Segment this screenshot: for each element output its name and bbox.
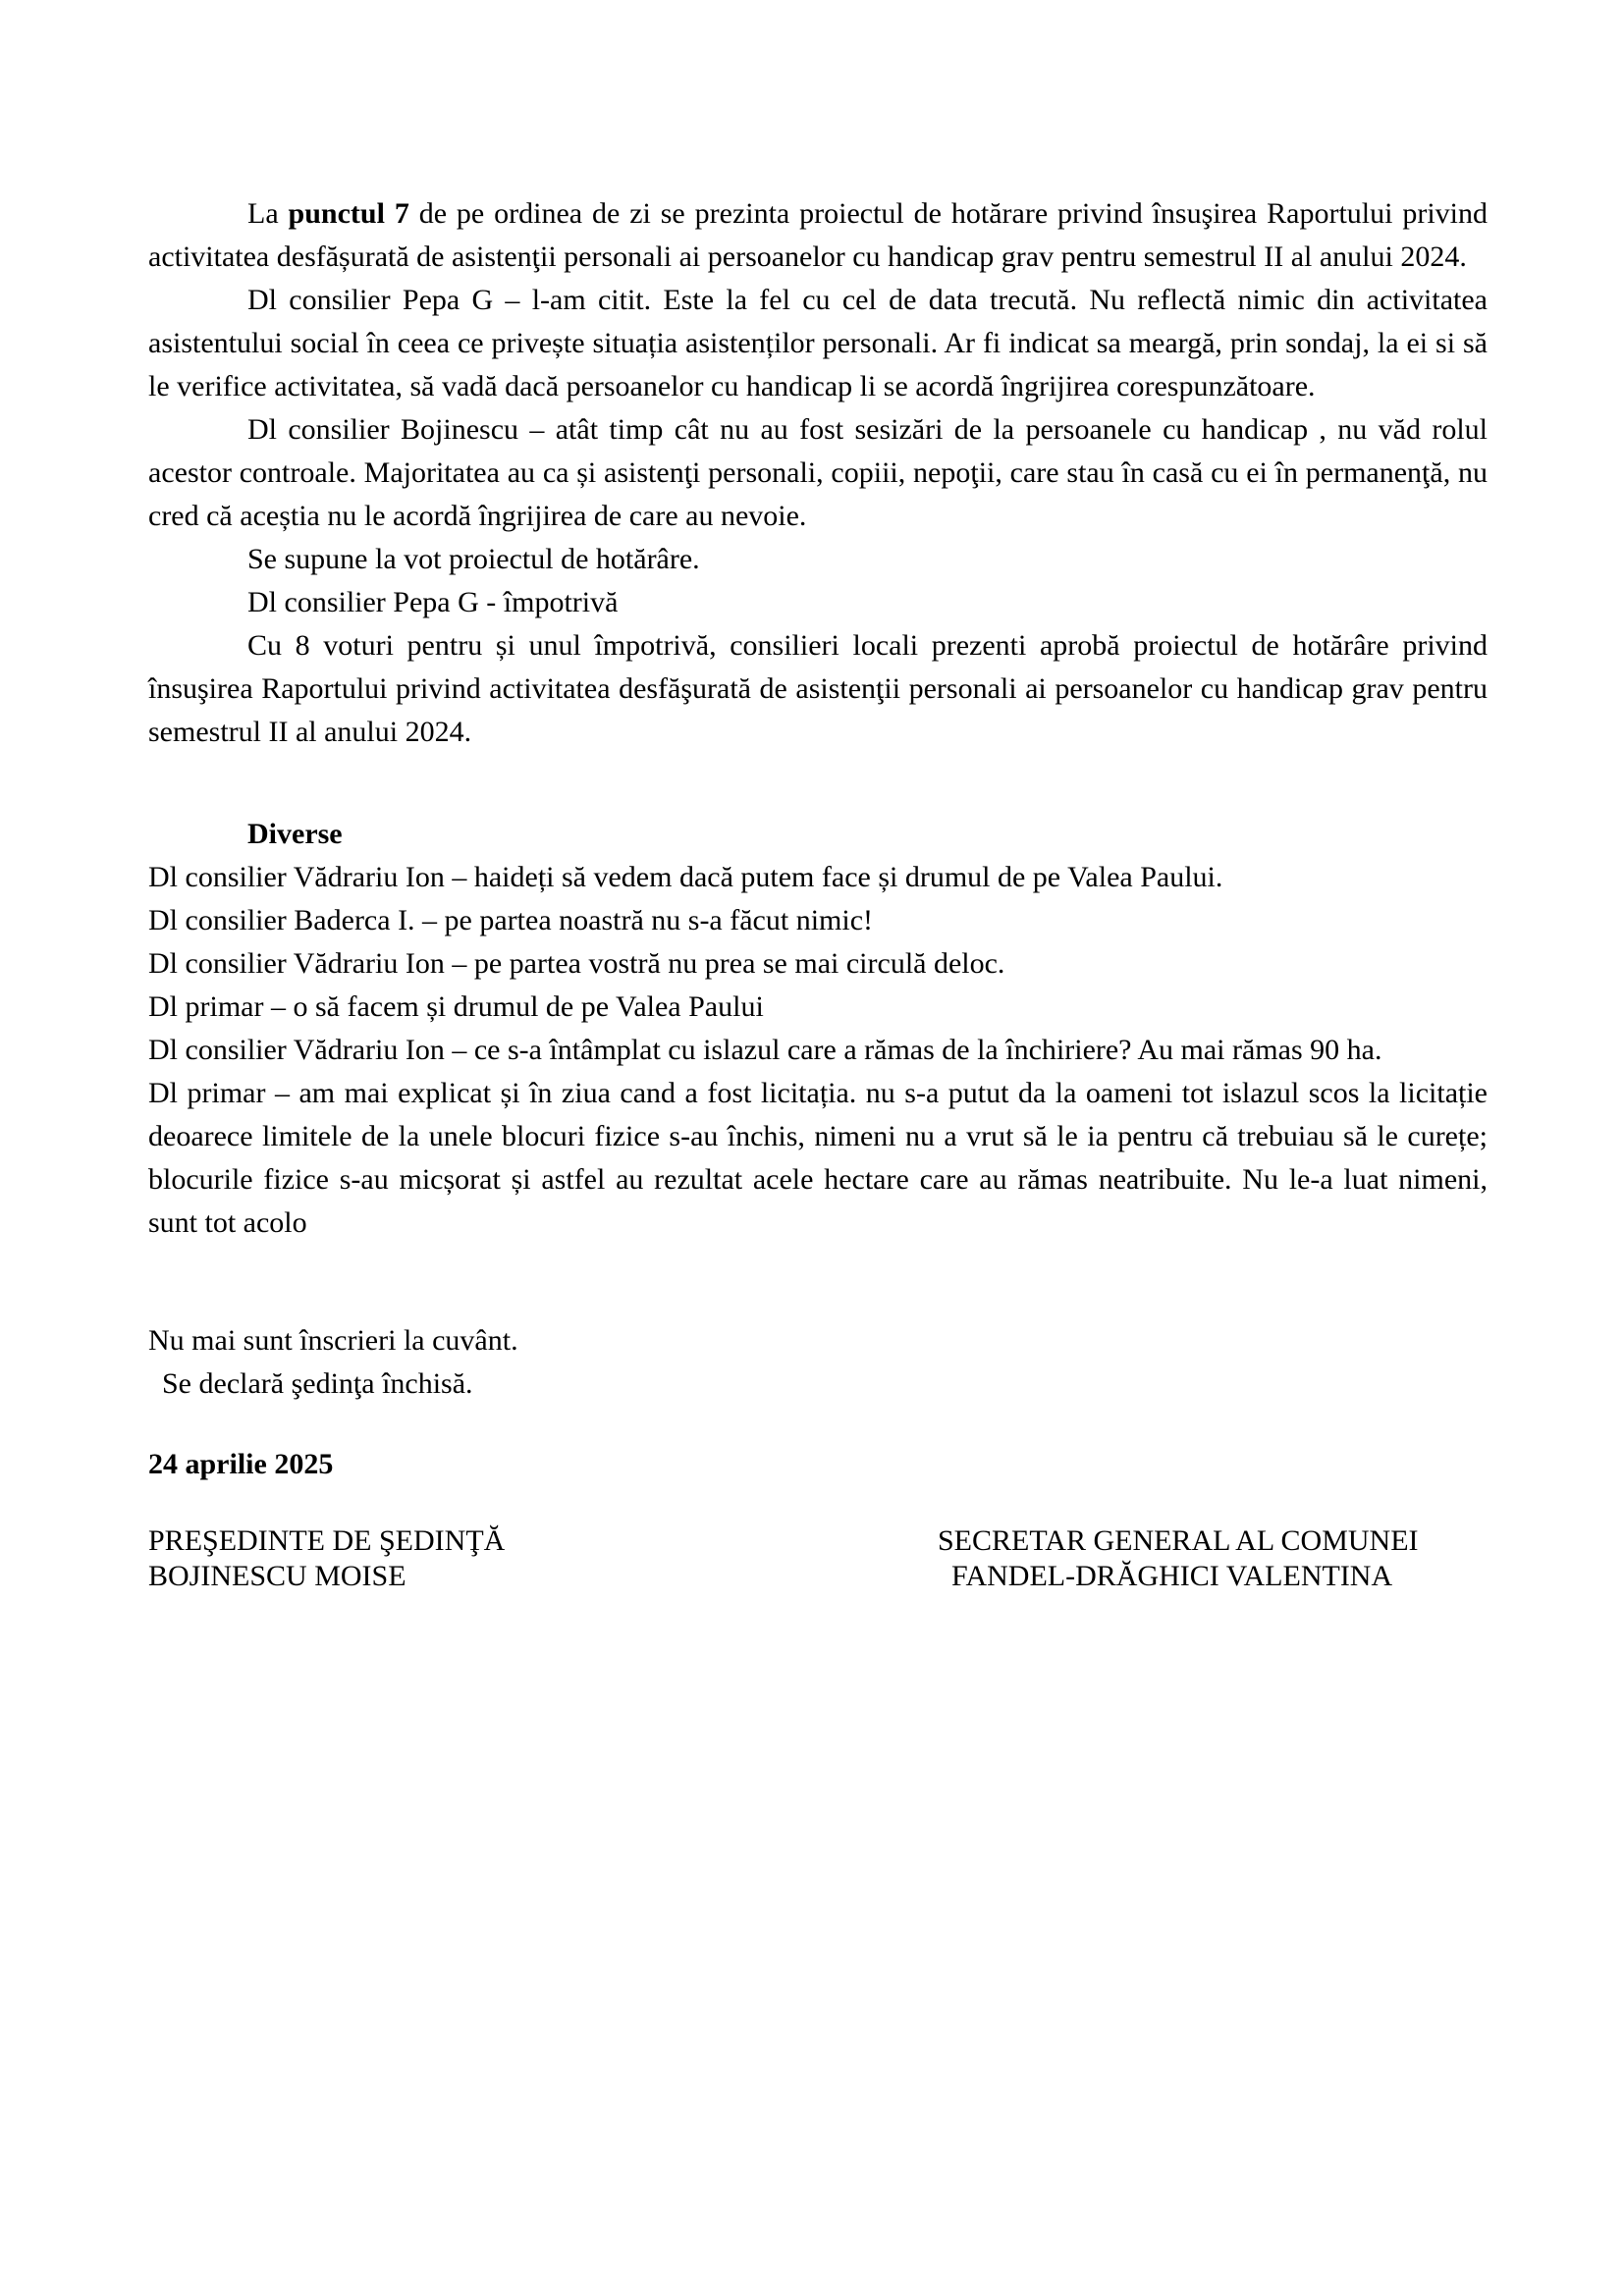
diverse-line: Dl consilier Baderca I. – pe partea noastră nu s-a făcut nimic! (148, 904, 874, 936)
closing-block (148, 1319, 1488, 1406)
diverse-line: Dl primar – o să facem și drumul de pe Valea Paului (148, 990, 764, 1023)
diverse-heading: Diverse (247, 818, 343, 850)
diverse-line: Dl consilier Vădrariu Ion – ce s-a întâmplat cu islazul care a rămas de la închiriere? Au mai rămas 90 ha. (148, 1034, 1382, 1066)
document-date: 24 aprilie 2025 (148, 1448, 334, 1480)
signature-president (148, 1523, 737, 1594)
diverse-line: Dl consilier Vădrariu Ion – pe partea vostră nu prea se mai circulă deloc. (148, 947, 1005, 980)
point7-intro-paragraph (148, 192, 1488, 279)
closing-no-speakers: Nu mai sunt înscrieri la cuvânt. (148, 1324, 518, 1357)
closing-session-closed: Se declară şedinţa închisă. (162, 1367, 473, 1400)
vote-result-paragraph: Cu 8 voturi pentru și unul împotrivă, consilieri locali prezenti aprobă proiectul de hotărâre privind însuşirea Raportului privind activitatea desfăşurată de asistenţii personali ai persoanelor cu handicap grav pentru semestrul II al anului 2024. (148, 629, 1488, 748)
point7-intro-text: de pe ordinea de zi se prezinta proiectul de hotărare privind însuşirea Raportului privind activitatea desfășurată de asistenţii personali ai persoanelor cu handicap grav pentru semestrul II al anului 2024. (148, 197, 1488, 273)
secretary-name: FANDEL-DRĂGHICI VALENTINA (951, 1560, 1393, 1592)
document-page (148, 192, 1488, 1594)
pepa-vote-paragraph: Dl consilier Pepa G - împotrivă (247, 586, 619, 618)
president-title: PREŞEDINTE DE ŞEDINŢĂ (148, 1524, 506, 1557)
diverse-line: Dl primar – am mai explicat și în ziua cand a fost licitația. nu s-a putut da la oameni tot islazul scos la licitație deoarece limitele de la unele blocuri fizice s-au închis, nimeni nu a vrut să le ia pentru că trebuiau să le curețe; blocurile fizice s-au micșorat și astfel au rezultat acele hectare care au rămas neatribuite. Nu le-a luat nimeni, sunt tot acolo (148, 1077, 1488, 1239)
signature-block (148, 1523, 1488, 1594)
pepa-comment-paragraph: Dl consilier Pepa G – l-am citit. Este la fel cu cel de data trecută. Nu reflectă nimic din activitatea asistentului social în ceea ce privește situația asistenților personali. Ar fi indicat sa meargă, prin sondaj, la ei si să le verifice activitatea, să vadă dacă persoanelor cu handicap li se acordă îngrijirea corespunzătoare. (148, 284, 1488, 402)
diverse-line: Dl consilier Vădrariu Ion – haideți să vedem dacă putem face și drumul de pe Valea Paului. (148, 861, 1223, 893)
point7-intro-prefix: La (247, 197, 289, 230)
bojinescu-comment-paragraph: Dl consilier Bojinescu – atât timp cât nu au fost sesizări de la persoanele cu handicap , nu văd rolul acestor controale. Majoritatea au ca și asistenţi personali, copiii, nepoţii, care stau în casă cu ei în permanenţă, nu cred că aceștia nu le acordă îngrijirea de care au nevoie. (148, 413, 1488, 532)
vote-call-paragraph: Se supune la vot proiectul de hotărâre. (247, 543, 700, 575)
signature-secretary (938, 1523, 1488, 1594)
secretary-title: SECRETAR GENERAL AL COMUNEI (938, 1524, 1419, 1557)
point7-label: punctul 7 (288, 197, 409, 230)
president-name: BOJINESCU MOISE (148, 1560, 406, 1592)
